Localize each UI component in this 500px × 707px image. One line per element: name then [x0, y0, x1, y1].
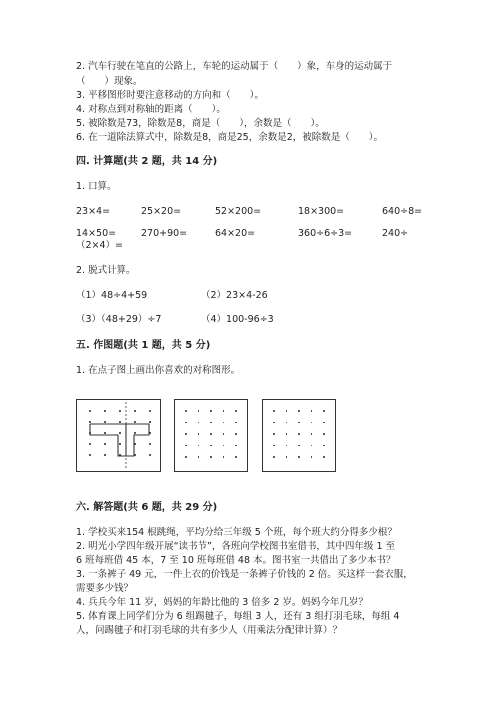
grid-dot: [104, 454, 106, 456]
word-problem-line: 6 班每班借 45 本，7 至 10 班每班借 48 本。图书室一共借出了多少本书？: [76, 555, 396, 566]
word-problem-line: 1. 学校买来154 根跳绳，平均分给三年级 5 个班，每个班大约分得多少根？: [76, 527, 397, 538]
section-6-title: 六. 解答题(共 6 题，共 29 分): [76, 502, 218, 513]
oral-calc-item: 52×200=: [215, 206, 262, 217]
grid-dot: [210, 410, 212, 412]
grid-dot: [223, 433, 225, 435]
oral-calc-item: 240÷: [382, 228, 409, 239]
grid-dot: [104, 421, 106, 423]
oral-calc-item: 640÷8=: [382, 206, 423, 217]
grid-dot: [149, 432, 151, 434]
grid-dot: [89, 421, 91, 423]
section-4-q1: 1. 口算。: [76, 181, 117, 192]
grid-dot: [311, 422, 313, 424]
grid-dot: [185, 422, 187, 424]
step-calc-item: （3）（48+29）÷7: [76, 314, 162, 325]
grid-dot: [273, 456, 275, 458]
word-problem-line: 人，问踢毽子和打羽毛球的共有多少人（用乘法分配律计算）？: [76, 625, 343, 636]
grid-dot: [286, 445, 288, 447]
section-4-q2: 2. 脱式计算。: [76, 265, 136, 276]
grid-dot: [235, 456, 237, 458]
grid-dot: [149, 421, 151, 423]
grid-dot: [134, 443, 136, 445]
grid-dot: [323, 445, 325, 447]
grid-dot: [198, 445, 200, 447]
word-problem-line: 需要多少钱？: [76, 583, 134, 594]
grid-dot: [185, 410, 187, 412]
grid-dot: [119, 432, 121, 434]
grid-dot: [235, 422, 237, 424]
step-calc-item: （1）48÷4+59: [76, 290, 148, 301]
grid-dot: [185, 433, 187, 435]
question-3: 3. 平移图形时要注意移动的方向和（ ）。: [76, 90, 264, 101]
grid-dot: [134, 432, 136, 434]
grid-dot: [298, 445, 300, 447]
word-problem-line: 3. 一条裤子 49 元，一件上衣的价钱是一条裤子价钱的 2 倍。买这样一套衣服，: [76, 569, 413, 580]
grid-dot: [104, 443, 106, 445]
dot-grid: [262, 399, 336, 472]
grid-dot: [119, 421, 121, 423]
grid-dot: [198, 410, 200, 412]
grid-dot: [298, 422, 300, 424]
grid-dot: [323, 433, 325, 435]
grid-dot: [286, 433, 288, 435]
grid-dot: [311, 433, 313, 435]
grid-dot: [273, 410, 275, 412]
grid-dot: [223, 422, 225, 424]
grid-dot: [149, 454, 151, 456]
grid-dot: [104, 432, 106, 434]
grid-dot: [134, 421, 136, 423]
grid-dot: [235, 433, 237, 435]
grid-dot: [223, 410, 225, 412]
grid-dot: [198, 456, 200, 458]
grid-dot: [210, 433, 212, 435]
grid-dot: [323, 422, 325, 424]
grid-dot: [119, 410, 121, 412]
grid-dot: [198, 422, 200, 424]
question-5: 5. 被除数是73，除数是8，商是（ ），余数是（ ）。: [76, 118, 325, 129]
grid-dot: [149, 443, 151, 445]
grid-dot: [119, 454, 121, 456]
oral-calc-item: 360÷6÷3=: [298, 228, 353, 239]
grid-dot: [298, 433, 300, 435]
grid-dot: [89, 443, 91, 445]
grid-dot: [210, 445, 212, 447]
word-problem-line: 2. 明光小学四年级开展“读书节”，各班向学校图书室借书，其中四年级 1 至: [76, 541, 396, 552]
question-2-line2: （ ）现象。: [76, 76, 143, 87]
grid-dot: [89, 454, 91, 456]
step-calc-item: （4）100-96÷3: [201, 314, 274, 325]
dot-grid: [174, 399, 248, 472]
grid-dot: [104, 410, 106, 412]
grid-dot: [311, 456, 313, 458]
oral-calc-item: 18×300=: [298, 206, 345, 217]
grid-dot: [134, 410, 136, 412]
section-5-q1: 1. 在点子图上画出你喜欢的对称图形。: [76, 365, 241, 376]
section-4-title: 四. 计算题(共 2 题，共 14 分): [76, 156, 218, 167]
grid-dot: [198, 433, 200, 435]
grid-dot: [134, 454, 136, 456]
grid-dot: [273, 422, 275, 424]
oral-calc-item: 25×20=: [141, 206, 182, 217]
oral-calc-item: 64×20=: [215, 228, 256, 239]
grid-dot: [286, 422, 288, 424]
grid-dot: [311, 445, 313, 447]
question-2-line1: 2. 汽车行驶在笔直的公路上，车轮的运动属于（ ）象，车身的运动属于: [76, 61, 393, 72]
grid-dot: [273, 445, 275, 447]
grid-dot: [286, 410, 288, 412]
grid-dot: [235, 410, 237, 412]
grid-dot: [185, 456, 187, 458]
oral-calc-item: 14×50=: [76, 228, 117, 239]
section-5-title: 五. 作图题(共 1 题，共 5 分): [76, 340, 211, 351]
grid-dot: [89, 410, 91, 412]
grid-dot: [298, 410, 300, 412]
grid-dot: [273, 433, 275, 435]
grid-dot: [298, 456, 300, 458]
dot-grid-with-figure: [76, 399, 161, 472]
oral-calc-item-continued: （2×4）=: [76, 240, 124, 251]
grid-dot: [210, 456, 212, 458]
grid-dot: [210, 422, 212, 424]
grid-dot: [235, 445, 237, 447]
grid-dot: [119, 443, 121, 445]
grid-dot: [323, 456, 325, 458]
question-4: 4. 对称点到对称轴的距离（ ）。: [76, 104, 226, 115]
grid-dot: [311, 410, 313, 412]
word-problem-line: 4. 兵兵今年 11 岁，妈妈的年龄比他的 3 倍多 2 岁。妈妈今年几岁？: [76, 597, 368, 608]
grid-dot: [149, 410, 151, 412]
step-calc-item: （2）23×4-26: [201, 290, 268, 301]
question-6: 6. 在一道除法算式中，除数是8，商是25，余数是2，被除数是（ ）。: [76, 132, 384, 143]
grid-dot: [185, 445, 187, 447]
word-problem-line: 5. 体育课上同学们分为 6 组踢毽子，每组 3 人，还有 3 组打羽毛球，每组 4: [76, 611, 400, 622]
grid-dot: [89, 432, 91, 434]
oral-calc-item: 23×4=: [76, 206, 111, 217]
grid-dot: [323, 410, 325, 412]
oral-calc-item: 270+90=: [141, 228, 188, 239]
grid-dot: [286, 456, 288, 458]
grid-dot: [223, 445, 225, 447]
grid-dot: [223, 456, 225, 458]
